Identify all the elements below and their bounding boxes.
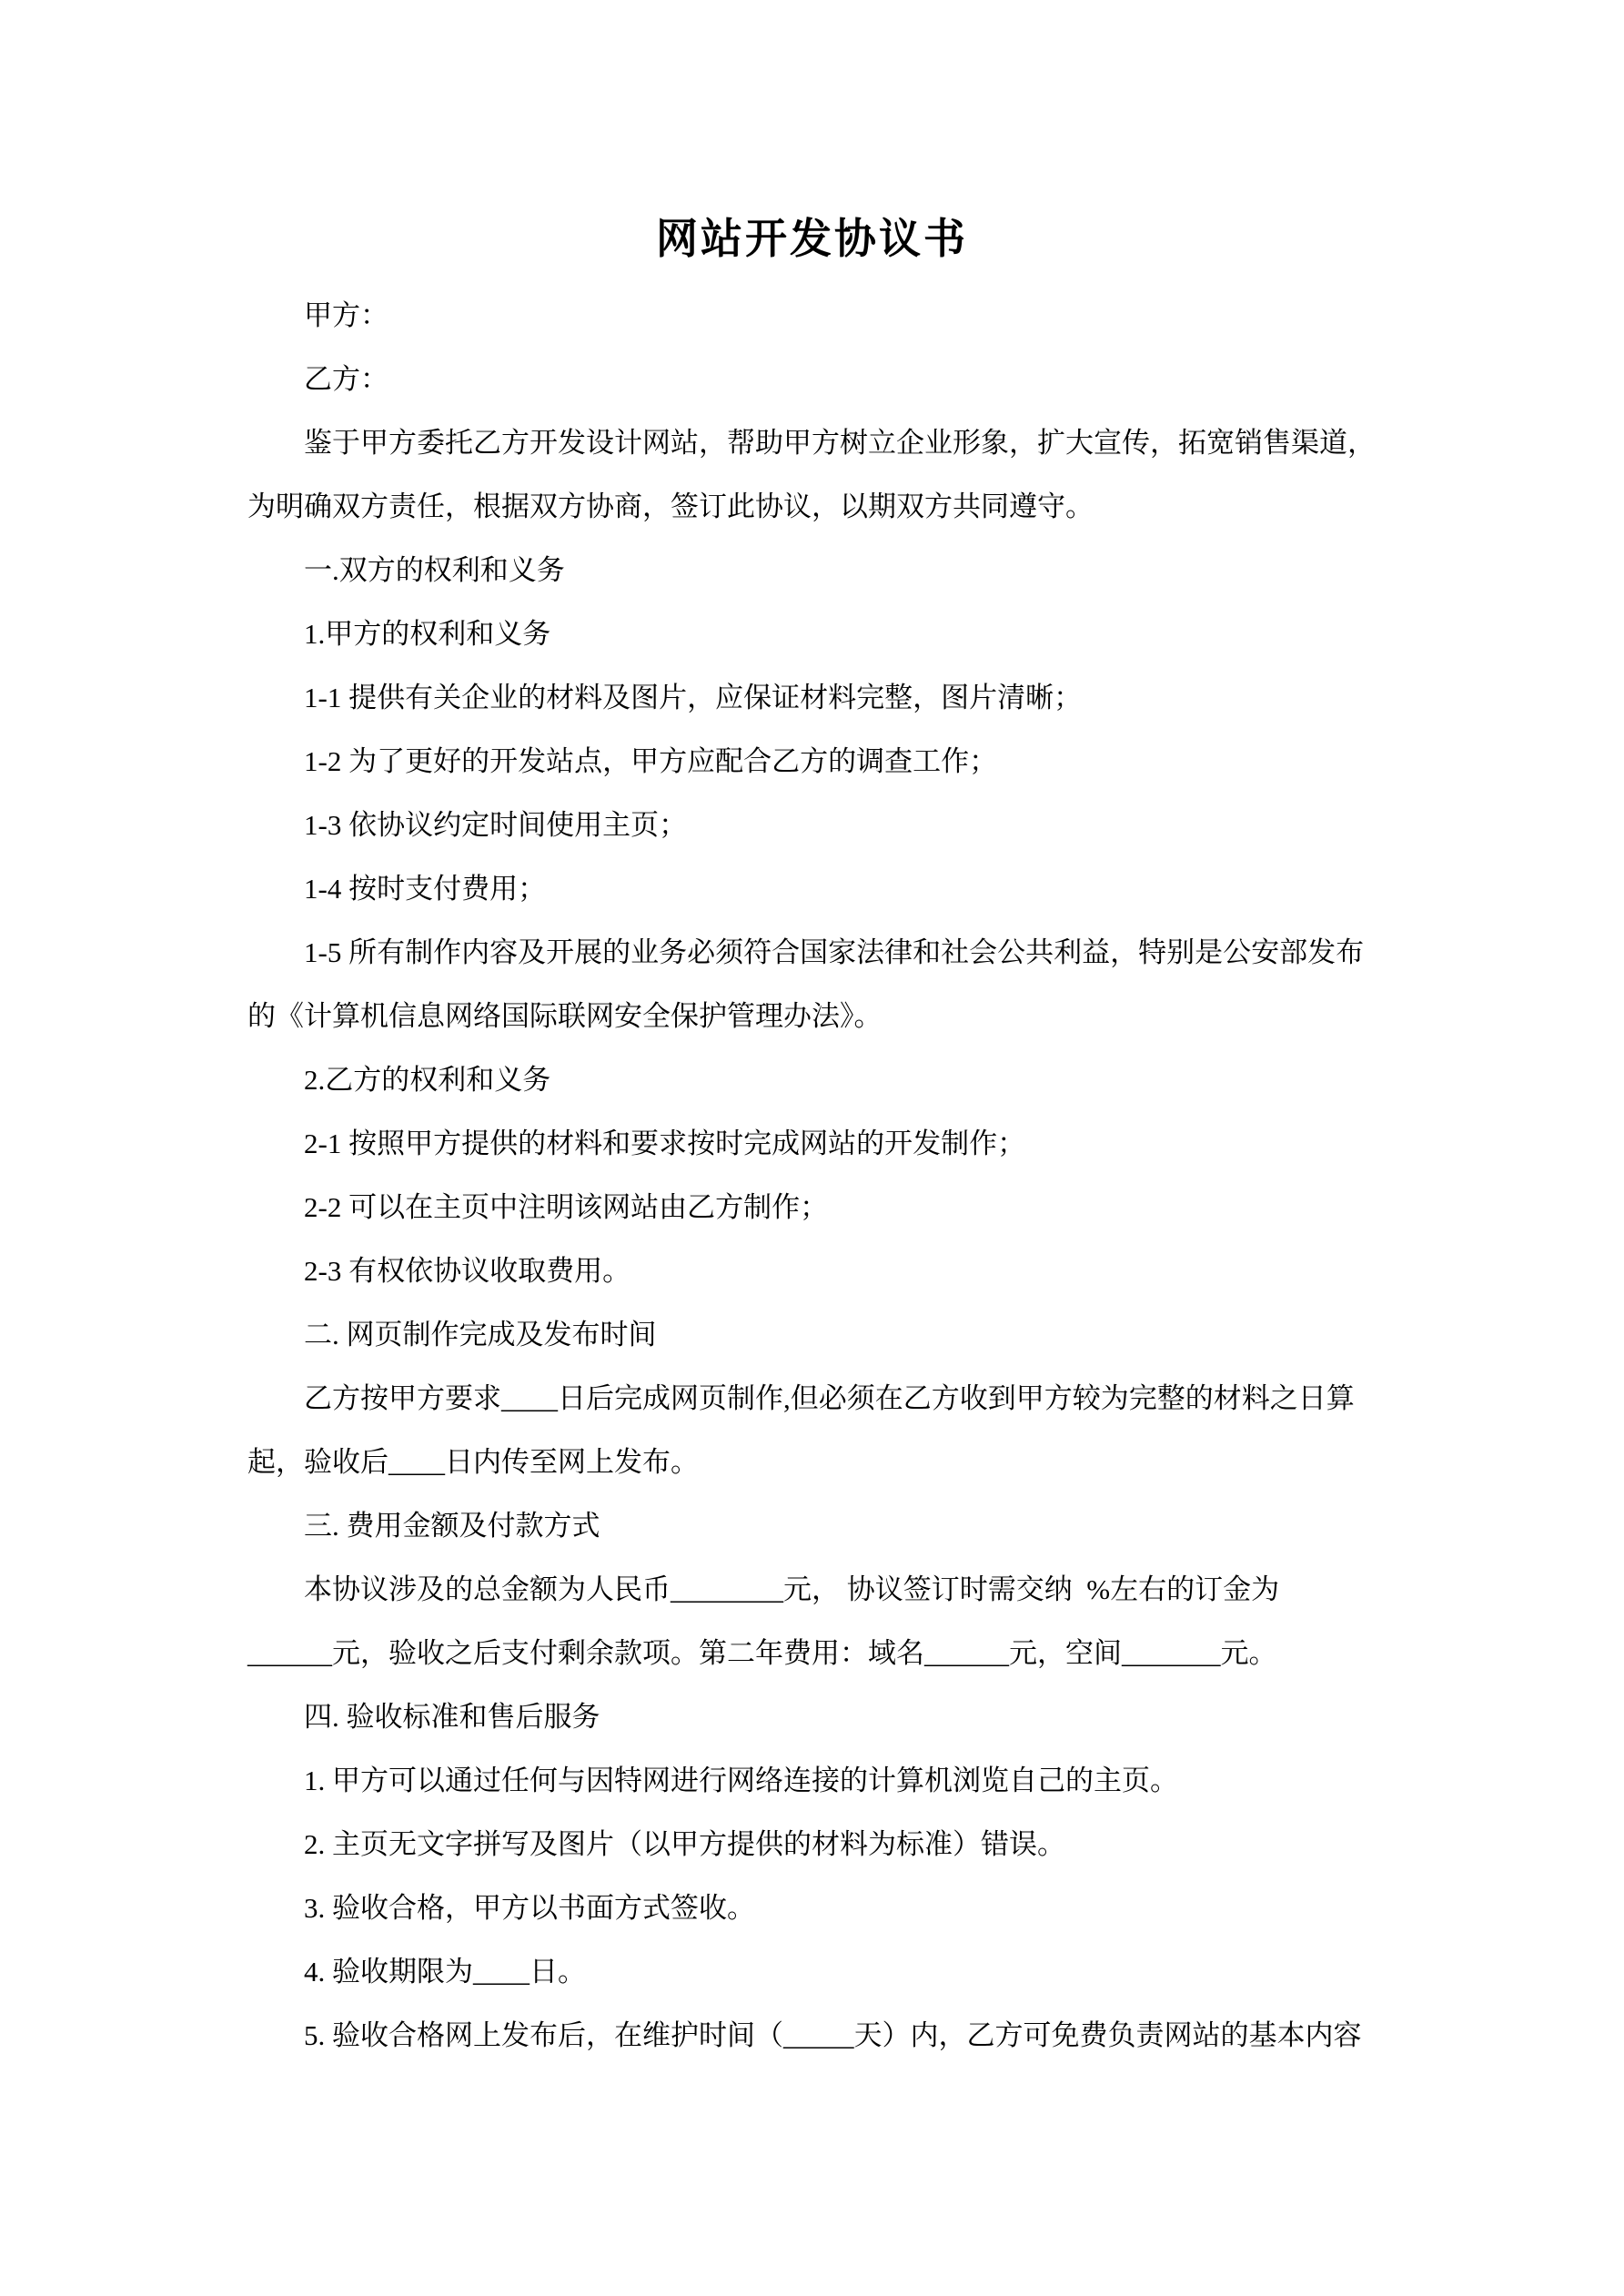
document-line: 2-1 按照甲方提供的材料和要求按时完成网站的开发制作； — [304, 1128, 1026, 1159]
document-line: 5. 验收合格网上发布后，在维护时间（_____天）内，乙方可免费负责网站的基本内容 — [304, 2019, 1362, 2051]
document-line: 起，验收后____日内传至网上发布。 — [247, 1446, 699, 1478]
document-line: 乙方按甲方要求____日后完成网页制作,但必须在乙方收到甲方较为完整的材料之日算 — [304, 1382, 1355, 1414]
document-line: 1-4 按时支付费用； — [304, 873, 547, 905]
document-line: 1-1 提供有关企业的材料及图片，应保证材料完整，图片清晰； — [304, 682, 1083, 713]
document-line: 鉴于甲方委托乙方开发设计网站，帮助甲方树立企业形象，扩大宣传，拓宽销售渠道， — [304, 427, 1376, 459]
document-line: 三. 费用金额及付款方式 — [304, 1510, 600, 1542]
document-body — [247, 284, 1392, 2068]
document-line: 1-3 依协议约定时间使用主页； — [304, 809, 688, 841]
document-line: 乙方： — [304, 363, 388, 395]
document-line: 4. 验收期限为____日。 — [304, 1956, 586, 1988]
document-line: 1-5 所有制作内容及开展的业务必须符合国家法律和社会公共利益，特别是公安部发布 — [304, 936, 1365, 968]
document-line: 二. 网页制作完成及发布时间 — [304, 1319, 657, 1350]
document-title: 网站开发协议书 — [656, 216, 968, 262]
document-line: 3. 验收合格，甲方以书面方式签收。 — [304, 1892, 755, 1924]
document-line: 1.甲方的权利和义务 — [304, 618, 551, 650]
document-line: 为明确双方责任，根据双方协商，签订此协议，以期双方共同遵守。 — [247, 491, 1094, 522]
document-line: 四. 验收标准和售后服务 — [304, 1701, 600, 1733]
document-line: 2. 主页无文字拼写及图片（以甲方提供的材料为标准）错误。 — [304, 1828, 1065, 1860]
document-line: ______元，验收之后支付剩余款项。第二年费用：域名______元，空间_______元。 — [247, 1637, 1277, 1669]
document-line: 甲方： — [304, 299, 388, 331]
document-line: 2.乙方的权利和义务 — [304, 1064, 551, 1096]
document-line: 本协议涉及的总金额为人民币________元， 协议签订时需交纳 %左右的订金为 — [304, 1573, 1280, 1605]
document-line: 的《计算机信息网络国际联网安全保护管理办法》。 — [247, 1000, 883, 1032]
document-line: 1. 甲方可以通过任何与因特网进行网络连接的计算机浏览自己的主页。 — [304, 1765, 1178, 1796]
document-line: 一.双方的权利和义务 — [304, 554, 565, 586]
document-line: 2-2 可以在主页中注明该网站由乙方制作； — [304, 1191, 829, 1223]
document-line: 2-3 有权依协议收取费用。 — [304, 1255, 631, 1287]
document-line: 1-2 为了更好的开发站点，甲方应配合乙方的调查工作； — [304, 745, 998, 777]
